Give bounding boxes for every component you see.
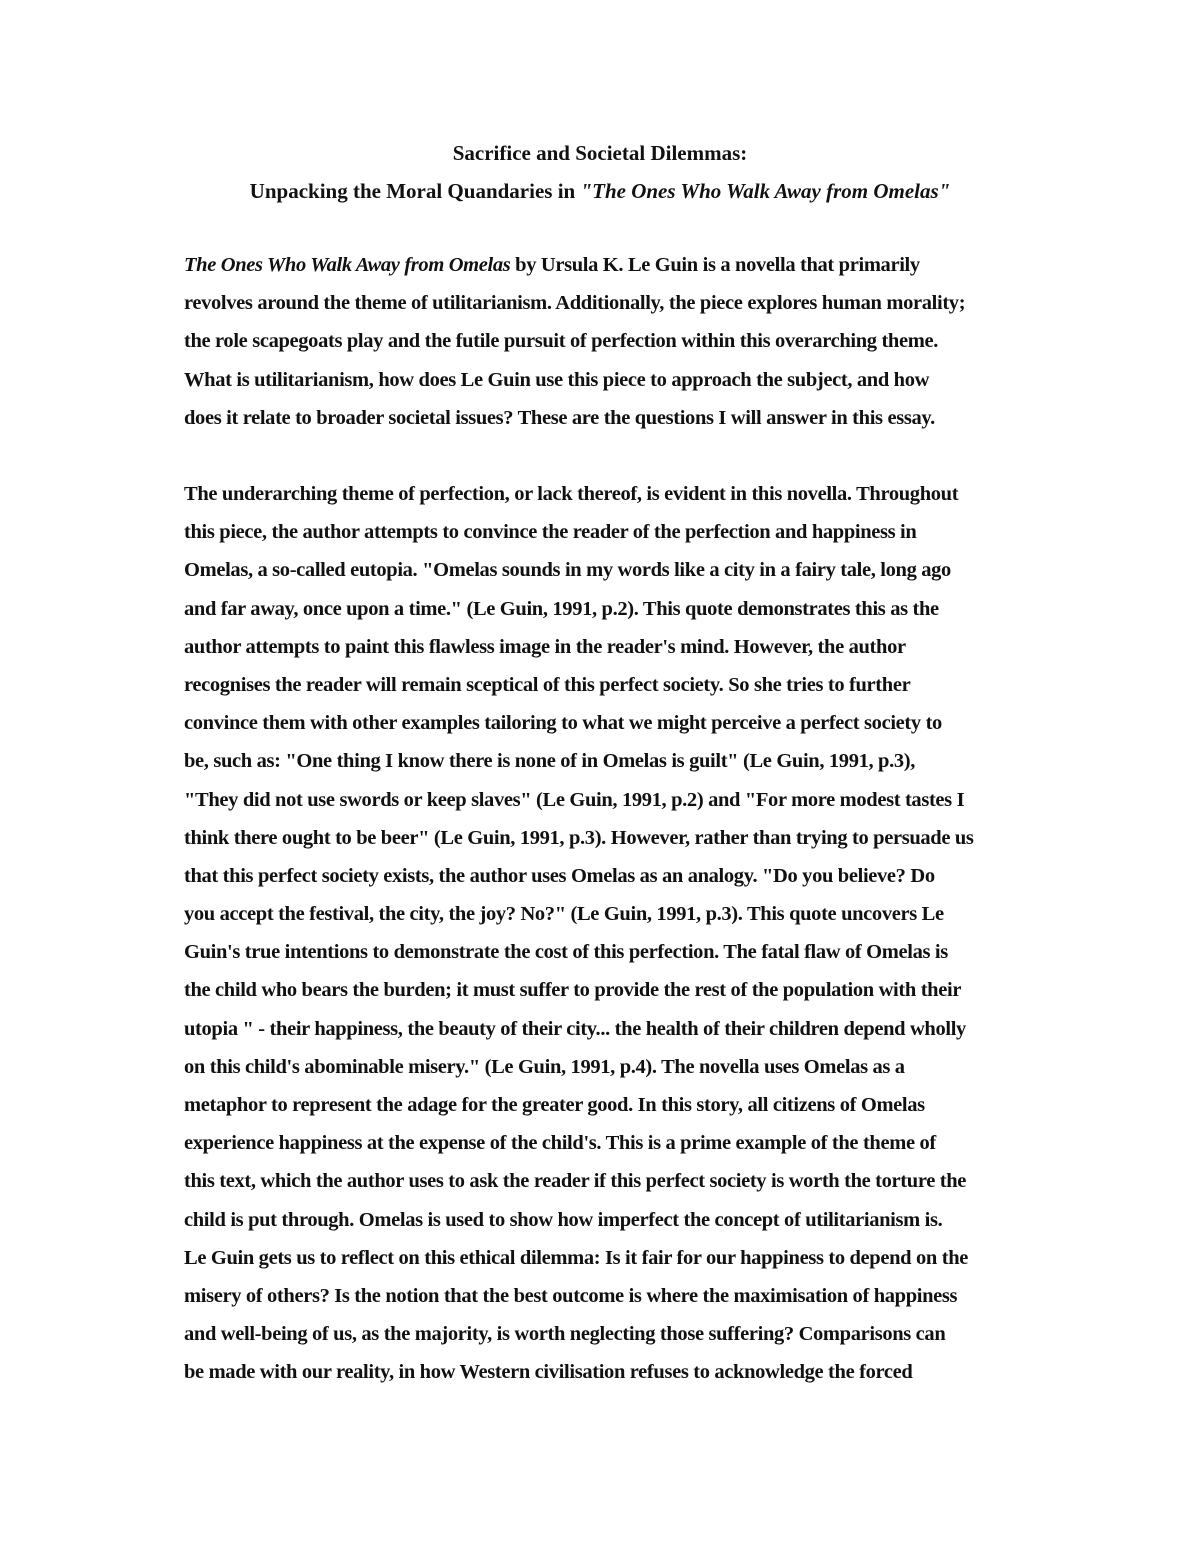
paragraph-introduction: [184, 246, 1034, 437]
paragraph-line: child is put through. Omelas is used to show how imperfect the concept of utilitarianism is.: [184, 1208, 943, 1231]
essay-subtitle-prefix: Unpacking the Moral Quandaries in: [249, 179, 581, 203]
paragraph-line: "They did not use swords or keep slaves" (Le Guin, 1991, p.2) and "For more modest tastes I: [184, 788, 965, 811]
essay-title-block: [0, 134, 1200, 210]
essay-subtitle-work-title: "The Ones Who Walk Away from Omelas": [580, 179, 951, 203]
paragraph-line: metaphor to represent the adage for the greater good. In this story, all citizens of Omelas: [184, 1094, 925, 1116]
paragraph-line: on this child's abominable misery." (Le Guin, 1991, p.4). The novella uses Omelas as a: [184, 1055, 905, 1078]
paragraph-line: experience happiness at the expense of the child's. This is a prime example of the theme of: [184, 1132, 936, 1155]
paragraph-line: misery of others? Is the notion that the best outcome is where the maximisation of happiness: [184, 1284, 958, 1307]
work-title-italic: The Ones Who Walk Away from Omelas: [184, 254, 511, 276]
paragraph-line: [184, 246, 1034, 284]
paragraph-line-text: by Ursula K. Le Guin is a novella that primarily: [510, 254, 920, 276]
paragraph-line: this text, which the author uses to ask the reader if this perfect society is worth the torture the: [184, 1170, 967, 1193]
paragraph-line: Guin's true intentions to demonstrate the cost of this perfection. The fatal flaw of Omelas is: [184, 941, 948, 964]
paragraph-line: this piece, the author attempts to convince the reader of the perfection and happiness in: [184, 521, 917, 544]
paragraph-line: utopia " - their happiness, the beauty of their city... the health of their children depend wholly: [184, 1017, 966, 1040]
paragraph-line: the child who bears the burden; it must suffer to provide the rest of the population with their: [184, 979, 962, 1002]
paragraph-perfection-theme: [184, 475, 1034, 1392]
paragraph-line: and well-being of us, as the majority, is worth neglecting those suffering? Comparisons can: [184, 1323, 946, 1346]
paragraph-line: Le Guin gets us to reflect on this ethical dilemma: Is it fair for our happiness to depend on the: [184, 1246, 968, 1269]
paragraph-line: What is utilitarianism, how does Le Guin use this piece to approach the subject, and how: [184, 368, 930, 391]
paragraph-line: The underarching theme of perfection, or lack thereof, is evident in this novella. Throughout: [184, 483, 959, 505]
paragraph-line: author attempts to paint this flawless image in the reader's mind. However, the author: [184, 635, 906, 658]
paragraph-line: and far away, once upon a time." (Le Guin, 1991, p.2). This quote demonstrates this as the: [184, 597, 939, 620]
paragraph-line: that this perfect society exists, the author uses Omelas as an analogy. "Do you believe? Do: [184, 864, 935, 887]
paragraph-line: be, such as: "One thing I know there is none of in Omelas is guilt" (Le Guin, 1991, p.3),: [184, 750, 916, 773]
paragraph-line: you accept the festival, the city, the joy? No?" (Le Guin, 1991, p.3). This quote uncovers Le: [184, 903, 944, 926]
paragraph-line: revolves around the theme of utilitarianism. Additionally, the piece explores human morality;: [184, 292, 966, 315]
paragraph-line: recognises the reader will remain sceptical of this perfect society. So she tries to further: [184, 673, 911, 696]
essay-title: Sacrifice and Societal Dilemmas:: [452, 141, 748, 165]
paragraph-line: be made with our reality, in how Western civilisation refuses to acknowledge the forced: [184, 1361, 913, 1384]
paragraph-line: convince them with other examples tailoring to what we might perceive a perfect society to: [184, 712, 942, 735]
paragraph-line: think there ought to be beer" (Le Guin, 1991, p.3). However, rather than trying to persuade us: [184, 826, 974, 849]
paragraph-line: the role scapegoats play and the futile pursuit of perfection within this overarching theme.: [184, 330, 938, 353]
paragraph-line: does it relate to broader societal issues? These are the questions I will answer in this essay.: [184, 406, 935, 429]
paragraph-line: Omelas, a so-called eutopia. "Omelas sounds in my words like a city in a fairy tale, long ago: [184, 559, 951, 582]
essay-subtitle: [0, 172, 1200, 210]
